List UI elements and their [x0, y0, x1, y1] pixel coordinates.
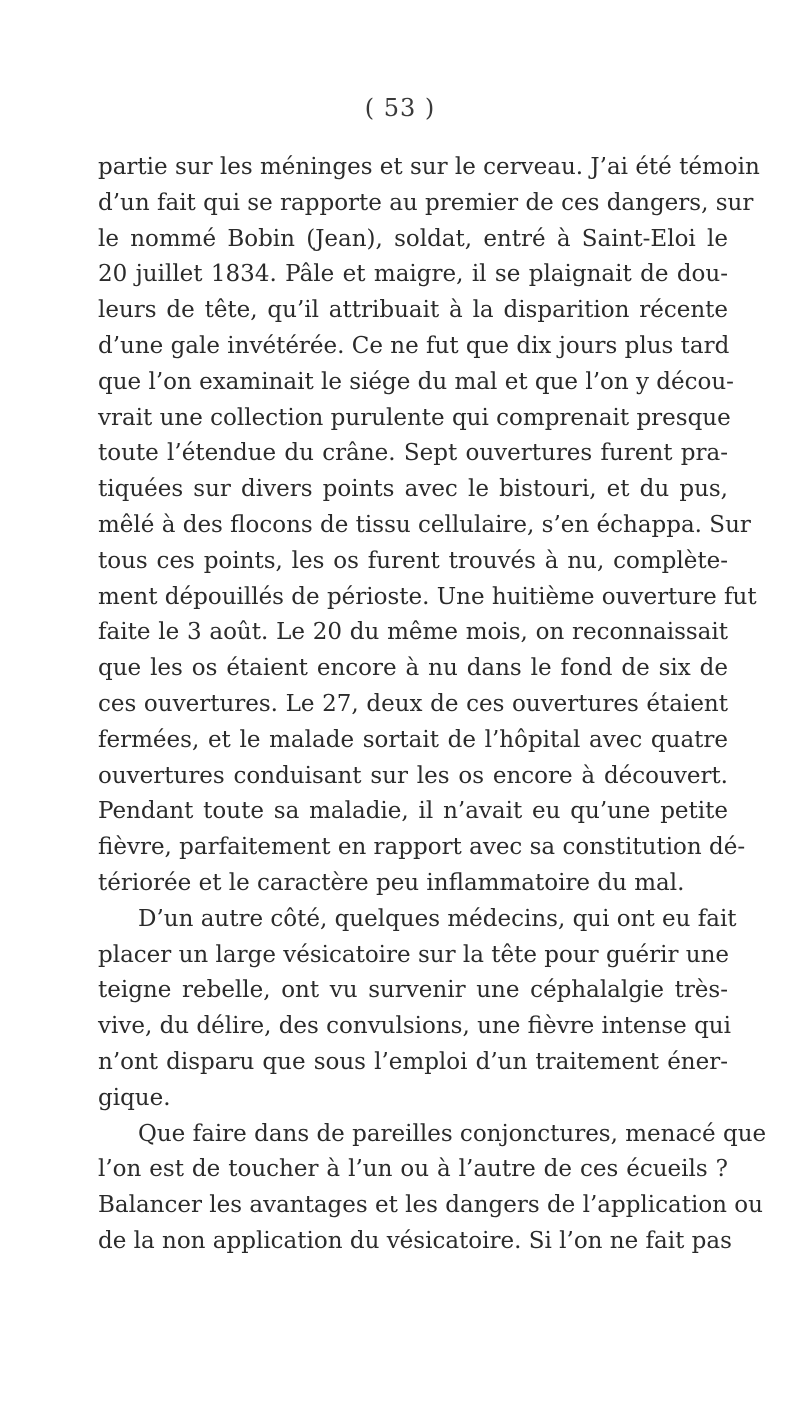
text-line: le nommé Bobin (Jean), soldat, entré à Saint-Eloi le — [98, 225, 728, 252]
text-line: que l’on examinait le siége du mal et que l’on y décou- — [98, 368, 734, 395]
text-line: toute l’étendue du crâne. Sept ouvertures furent pra- — [98, 440, 728, 467]
text-line: Que faire dans de pareilles conjonctures, menacé que — [138, 1120, 767, 1147]
text-line: faite le 3 août. Le 20 du même mois, on reconnaissait — [98, 619, 728, 646]
text-line: tériorée et le caractère peu inflammatoire du mal. — [98, 869, 685, 896]
text-line: 20 juillet 1834. Pâle et maigre, il se plaignait de dou- — [98, 261, 728, 288]
text-line: Pendant toute sa maladie, il n’avait eu qu’une petite — [98, 798, 728, 825]
text-line: teigne rebelle, ont vu survenir une céphalalgie très- — [98, 977, 728, 1004]
text-line: mêlé à des flocons de tissu cellulaire, s’en échappa. Sur — [98, 511, 751, 538]
text-line: vive, du délire, des convulsions, une fièvre intense qui — [98, 1013, 731, 1040]
body-text — [98, 150, 767, 1260]
text-line: vrait une collection purulente qui comprenait presque — [98, 404, 731, 431]
text-line: tiquées sur divers points avec le bistouri, et du pus, — [98, 476, 728, 503]
text-line: placer un large vésicatoire sur la tête pour guérir une — [98, 941, 730, 968]
text-line: fièvre, parfaitement en rapport avec sa constitution dé- — [98, 834, 746, 861]
text-line: partie sur les méninges et sur le cerveau. J’ai été témoin — [98, 154, 760, 180]
text-line: Balancer les avantages et les dangers de l’application ou — [98, 1192, 763, 1219]
text-line: tous ces points, les os furent trouvés à nu, complète- — [98, 547, 728, 574]
text-line: d’une gale invétérée. Ce ne fut que dix jours plus tard — [98, 332, 730, 359]
text-line: que les os étaient encore à nu dans le fond de six de — [98, 655, 728, 682]
text-line: fermées, et le malade sortait de l’hôpital avec quatre — [98, 726, 728, 753]
text-line: l’on est de toucher à l’un ou à l’autre de ces écueils ? — [98, 1156, 728, 1183]
text-line: gique. — [98, 1084, 171, 1111]
text-line: leurs de tête, qu’il attribuait à la disparition récente — [98, 297, 728, 324]
text-line: n’ont disparu que sous l’emploi d’un traitement éner- — [98, 1048, 728, 1075]
page-number: ( 53 ) — [364, 94, 436, 122]
text-line: ment dépouillés de périoste. Une huitième ouverture fut — [98, 583, 757, 610]
text-line: ouvertures conduisant sur les os encore à découvert. — [98, 762, 728, 789]
text-line: d’un fait qui se rapporte au premier de ces dangers, sur — [98, 189, 754, 216]
text-line: ces ouvertures. Le 27, deux de ces ouvertures étaient — [98, 690, 728, 717]
text-line: de la non application du vésicatoire. Si l’on ne fait pas — [98, 1227, 732, 1254]
text-line: D’un autre côté, quelques médecins, qui ont eu fait — [138, 905, 737, 932]
